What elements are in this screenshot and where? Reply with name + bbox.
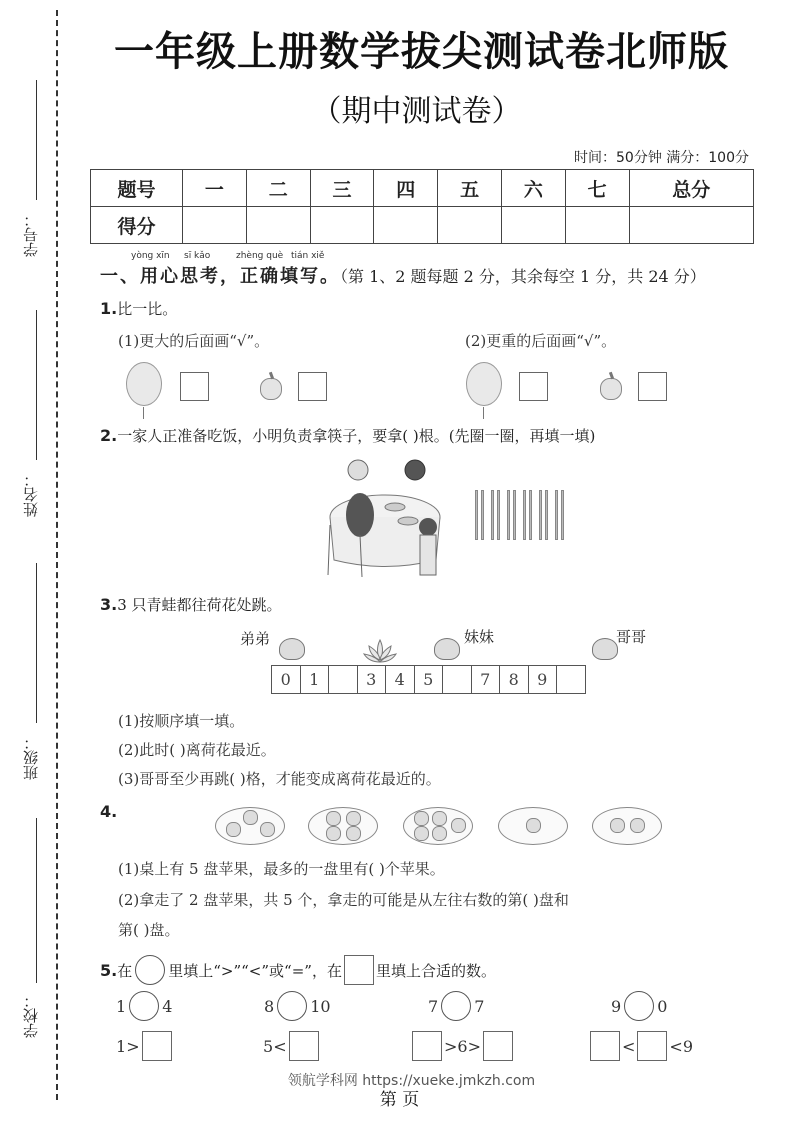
- label-gege: 哥哥: [616, 628, 647, 646]
- operator: <: [622, 1036, 636, 1056]
- header-cell: 四: [374, 170, 438, 207]
- q1-sub2: (2)更重的后面画“√”。: [465, 332, 617, 350]
- q3-sub2: (2)此时( )离荷花最近。: [118, 741, 276, 759]
- pinyin: yòng xīn: [131, 251, 170, 261]
- header-cell: 一: [183, 170, 247, 207]
- apple-icon: [326, 826, 341, 841]
- question-number: 5.: [100, 960, 118, 980]
- answer-box[interactable]: [298, 372, 327, 401]
- num-left: 7: [428, 996, 439, 1016]
- question-5: [100, 955, 496, 985]
- compare-item-1: [116, 991, 172, 1021]
- header-cell: 二: [246, 170, 310, 207]
- question-text: 3 只青蛙都往荷花处跳。: [117, 596, 282, 614]
- question-text: 里填上“>”“<”或“=”，在: [168, 961, 342, 980]
- frog-icon: [279, 638, 305, 660]
- header-cell: 三: [310, 170, 374, 207]
- answer-box[interactable]: [637, 1031, 667, 1061]
- number-cell-blank[interactable]: [442, 665, 472, 694]
- score-table-header-row: [91, 170, 754, 207]
- apple-icon: [226, 822, 241, 837]
- circle-symbol: [135, 955, 165, 985]
- header-cell: 七: [565, 170, 629, 207]
- apple-icon: [432, 826, 447, 841]
- student-id-label: 学号：: [22, 212, 40, 257]
- number-cell: 4: [385, 665, 415, 694]
- chopstick-icon: [539, 490, 542, 540]
- chopstick-icon: [545, 490, 548, 540]
- answer-box[interactable]: [638, 372, 667, 401]
- number-cell: 3: [357, 665, 387, 694]
- school-line[interactable]: [36, 818, 37, 983]
- number-cell: 1: [300, 665, 330, 694]
- plate-1: [215, 807, 285, 845]
- section-heading: [100, 262, 706, 288]
- score-table-score-row: [91, 207, 754, 244]
- pinyin: zhèng què: [236, 251, 284, 261]
- question-2: [100, 425, 595, 446]
- operator: <: [669, 1036, 683, 1056]
- lotus-icon: [363, 638, 397, 664]
- plate-4: [498, 807, 568, 845]
- family-dinner-illustration: [320, 455, 450, 580]
- score-cell[interactable]: [438, 207, 502, 244]
- balloon-icon: [126, 362, 162, 406]
- q3-sub3: (3)哥哥至少再跳( )格，才能变成离荷花最近的。: [118, 770, 441, 788]
- answer-box[interactable]: [483, 1031, 513, 1061]
- q4-sub1: (1)桌上有 5 盘苹果，最多的一盘里有( )个苹果。: [118, 860, 445, 878]
- num: 5: [263, 1036, 274, 1056]
- pinyin: sī kǎo: [184, 251, 211, 261]
- answer-box[interactable]: [180, 372, 209, 401]
- chopstick-icon: [491, 490, 494, 540]
- plate-3: [403, 807, 473, 845]
- num: 9: [682, 1036, 693, 1056]
- num-right: 4: [162, 996, 173, 1016]
- apple-icon: [326, 811, 341, 826]
- operator: <: [273, 1036, 287, 1056]
- apple-icon: [260, 378, 282, 400]
- header-cell: 六: [501, 170, 565, 207]
- square-symbol: [344, 955, 374, 985]
- section-note: （第 1、2 题每题 2 分，其余每空 1 分，共 24 分）: [340, 267, 706, 286]
- question-number: 2.: [100, 426, 118, 445]
- number-cell: 7: [471, 665, 501, 694]
- number-cell: 0: [271, 665, 301, 694]
- balloon-icon: [466, 362, 502, 406]
- compare-item-3: [428, 991, 484, 1021]
- question-number: 1.: [100, 299, 118, 318]
- binding-dashed-line: [56, 10, 58, 1100]
- chopstick-icon: [555, 490, 558, 540]
- fill-item-2: [263, 1031, 321, 1061]
- apple-icon: [600, 378, 622, 400]
- apple-icon: [346, 811, 361, 826]
- answer-box[interactable]: [142, 1031, 172, 1061]
- answer-circle[interactable]: [277, 991, 307, 1021]
- score-cell[interactable]: [183, 207, 247, 244]
- number-line: [272, 665, 586, 694]
- frog-icon: [592, 638, 618, 660]
- q4-sub2: (2)拿走了 2 盘苹果，共 5 个，拿走的可能是从左往右数的第( )盘和: [118, 891, 569, 909]
- plate-5: [592, 807, 662, 845]
- answer-box[interactable]: [590, 1031, 620, 1061]
- fill-item-3: [410, 1031, 515, 1061]
- header-cell: 五: [438, 170, 502, 207]
- answer-box[interactable]: [519, 372, 548, 401]
- apple-icon: [610, 818, 625, 833]
- frog-icon: [434, 638, 460, 660]
- operator: >: [126, 1036, 140, 1056]
- pinyin: tián xiě: [291, 251, 325, 261]
- page-title: 一年级上册数学拔尖测试卷北师版: [114, 29, 729, 75]
- time-score-info: 时间：50分钟 满分：100分: [574, 150, 749, 166]
- answer-circle[interactable]: [624, 991, 654, 1021]
- chopstick-icon: [523, 490, 526, 540]
- page-subtitle: （期中测试卷）: [311, 94, 522, 129]
- number-cell: 5: [414, 665, 444, 694]
- num-left: 1: [116, 996, 127, 1016]
- num: 6: [457, 1036, 468, 1056]
- num: 1: [116, 1036, 127, 1056]
- apple-icon: [243, 810, 258, 825]
- q3-sub1: (1)按顺序填一填。: [118, 712, 245, 730]
- apple-icon: [526, 818, 541, 833]
- number-cell-blank[interactable]: [556, 665, 586, 694]
- q4-sub2-cont: 第( )盘。: [118, 921, 180, 939]
- score-cell[interactable]: [501, 207, 565, 244]
- number-cell: 8: [499, 665, 529, 694]
- num-left: 8: [264, 996, 275, 1016]
- compare-item-2: [264, 991, 331, 1021]
- operator: >: [444, 1036, 458, 1056]
- question-4: [100, 802, 117, 821]
- label-meimei: 妹妹: [464, 628, 495, 646]
- apple-icon: [260, 822, 275, 837]
- answer-box[interactable]: [412, 1031, 442, 1061]
- num-right: 0: [657, 996, 668, 1016]
- apple-icon: [346, 826, 361, 841]
- class-line[interactable]: [36, 563, 37, 723]
- num-right: 7: [474, 996, 485, 1016]
- plate-2: [308, 807, 378, 845]
- fill-item-4: [588, 1031, 693, 1061]
- apple-icon: [414, 811, 429, 826]
- class-label: 班级：: [22, 735, 40, 780]
- answer-box[interactable]: [289, 1031, 319, 1061]
- compare-item-4: [611, 991, 667, 1021]
- chopstick-icon: [507, 490, 510, 540]
- num-left: 9: [611, 996, 622, 1016]
- apple-icon: [451, 818, 466, 833]
- chopstick-icon: [529, 490, 532, 540]
- name-label: 姓名：: [22, 472, 40, 517]
- question-text: 在: [117, 961, 133, 980]
- score-cell[interactable]: [374, 207, 438, 244]
- header-cell: 总分: [629, 170, 753, 207]
- question-text: 比一比。: [117, 300, 178, 318]
- question-3: [100, 594, 282, 615]
- question-number: 4.: [100, 802, 118, 821]
- score-cell[interactable]: [310, 207, 374, 244]
- chopstick-icon: [475, 490, 478, 540]
- section-title: 一、用心思考，正确填写。: [100, 266, 340, 287]
- school-label: 学校：: [22, 993, 40, 1038]
- score-table: [90, 169, 754, 244]
- num-right: 10: [310, 996, 331, 1016]
- fill-item-1: [116, 1031, 174, 1061]
- apple-icon: [414, 826, 429, 841]
- question-number: 3.: [100, 595, 118, 614]
- score-cell[interactable]: [246, 207, 310, 244]
- page-number: 第 页: [379, 1090, 420, 1110]
- chopstick-icon: [497, 490, 500, 540]
- footer-website: 领航学科网 https://xueke.jmkzh.com: [287, 1073, 536, 1089]
- apple-icon: [432, 811, 447, 826]
- operator: >: [467, 1036, 481, 1056]
- question-text: 里填上合适的数。: [375, 961, 496, 980]
- q1-sub1: (1)更大的后面画“√”。: [118, 332, 270, 350]
- number-cell: 9: [528, 665, 558, 694]
- row-label: 得分: [91, 207, 183, 244]
- chopstick-icon: [561, 490, 564, 540]
- label-didi: 弟弟: [240, 630, 271, 648]
- question-text: 一家人正准备吃饭，小明负责拿筷子，要拿( )根。(先圈一圈，再填一填): [117, 427, 596, 445]
- answer-circle[interactable]: [441, 991, 471, 1021]
- header-cell: 题号: [91, 170, 183, 207]
- apple-icon: [630, 818, 645, 833]
- chopstick-icon: [481, 490, 484, 540]
- number-cell-blank[interactable]: [328, 665, 358, 694]
- answer-circle[interactable]: [129, 991, 159, 1021]
- chopstick-icon: [513, 490, 516, 540]
- score-cell[interactable]: [629, 207, 753, 244]
- question-1: [100, 298, 177, 319]
- name-line[interactable]: [36, 310, 37, 460]
- score-cell[interactable]: [565, 207, 629, 244]
